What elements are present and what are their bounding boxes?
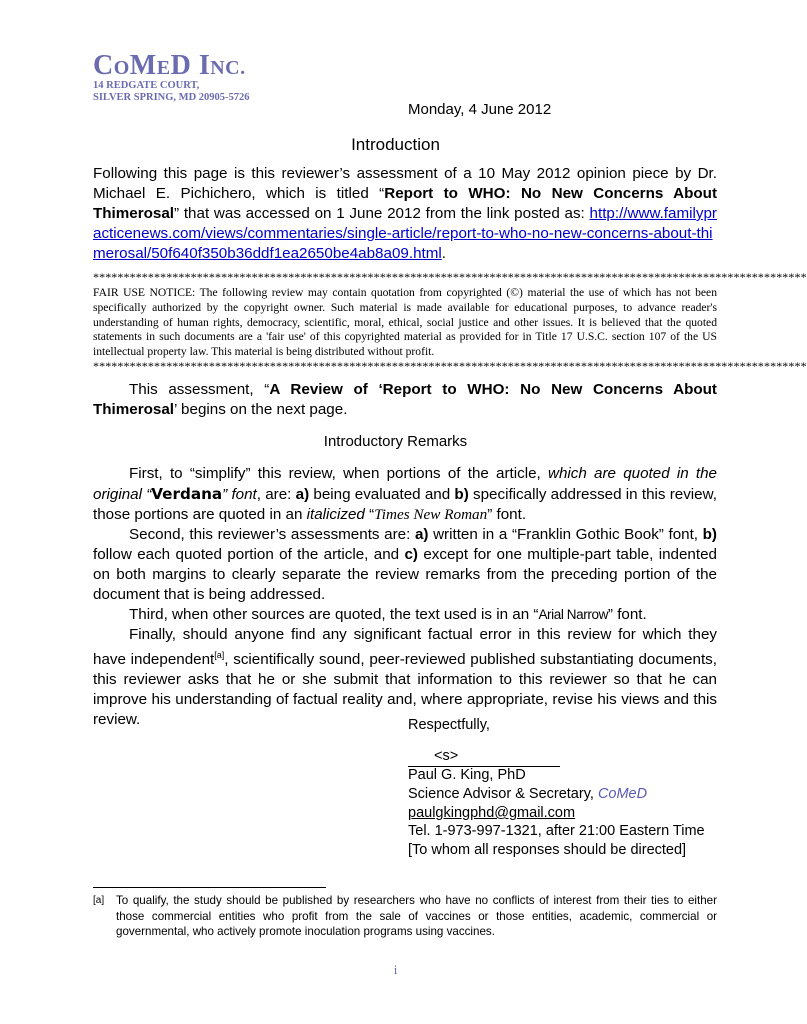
remark-first: First, to “simplify” this review, when portions of the article, which are quoted in the original “Verdana” font, are: a) being evaluated and b) specifically addressed in this review, those portions are quoted in an italicized “Times New Roman” font. (93, 465, 717, 523)
article-title: Report to WHO: No New Concerns About Thimerosal (93, 185, 717, 222)
remark-fourth: Finally, should anyone find any significant factual error in this review for which they have independent[a], scientifically sound, peer-reviewed published substantiating documents, this reviewer asks that he or she submit that information to this reviewer so that he can improve his understanding of factual reality and, where appropriate, revise his views and this review. (93, 626, 717, 729)
divider-bottom: ********************************************************************************************************************* (93, 359, 807, 373)
remark-third: Third, when other sources are quoted, the text used is in an “Arial Narrow” font. (129, 606, 647, 623)
fair-use-notice: FAIR USE NOTICE: The following review may contain quotation from copyrighted (©) material the use of which has not been specifically authorized by the copyright owner. Such material is made available for educational purposes, to advance reader's understanding of human rights, democracy, scientific, moral, ethical, social justice and other issues. It is believed that the quoted statements in such documents are a 'fair use' of this copyrighted material as provided for in Title 17 U.S.C. section 107 of the US intellectual property law. This material is being distributed without profit. (93, 286, 717, 359)
signer-role: Science Advisor & Secretary, CoMeD (408, 786, 648, 802)
footnote (93, 893, 717, 940)
signer-note: [To whom all responses should be directed] (408, 842, 687, 858)
footnote-ref[interactable]: [a] (214, 650, 225, 660)
signer-email[interactable]: paulgkingphd@gmail.com (408, 805, 576, 821)
remark-second: Second, this reviewer’s assessments are: a) written in a “Franklin Gothic Book” font, b) follow each quoted portion of the article, and c) except for one multiple-part table, indented on both margins to clearly separate the review remarks from the preceding portion of the document that is being addressed. (93, 526, 717, 603)
page-number: i (393, 962, 398, 977)
remarks-body (93, 464, 717, 730)
page-title: Introduction (351, 135, 440, 154)
remarks-heading: Introductory Remarks (323, 433, 468, 450)
signer-name: Paul G. King, PhD (408, 767, 526, 783)
footnote-mark: [a] (93, 895, 105, 906)
company-logo: COMED INC. (93, 50, 246, 81)
footnote-rule (93, 887, 326, 888)
review-title: A Review of ‘Report to WHO: No New Concerns About Thimerosal (93, 381, 717, 418)
footnote-text: To qualify, the study should be published by researchers who have no conflicts of interest from their ties to either those commercial entities who profit from the sale of vaccines or those entities, academic, commercial or governmental, who actively promote inoculation programs using vaccines. (116, 894, 717, 938)
assessment-paragraph: This assessment, “A Review of ‘Report to WHO: No New Concerns About Thimerosal’ begins on the next page. (93, 381, 717, 418)
document-date: Monday, 4 June 2012 (408, 101, 552, 118)
intro-paragraph: Following this page is this reviewer’s assessment of a 10 May 2012 opinion piece by Dr. Michael E. Pichichero, which is titled “Report to WHO: No New Concerns About Thimerosal” that was accessed on 1 June 2012 from the link posted as: http://www.familypracticenews.com/views/commentaries/single-article/report-to-who-no-new-concerns-about-thimerosal/50f640f350b36ddf1ea2650be4ab8a09.html. (93, 165, 717, 262)
signer-phone: Tel. 1-973-997-1321, after 21:00 Eastern Time (408, 823, 705, 839)
article-link[interactable]: http://www.familypracticenews.com/views/commentaries/single-article/report-to-who-no-new-concerns-about-thimerosal/50f640f350b36ddf1ea2650be4ab8a09.html (93, 205, 717, 262)
address-line-1: 14 REDGATE COURT, (93, 80, 200, 91)
divider-top: ********************************************************************************************************************* (93, 270, 807, 284)
closing: Respectfully, (408, 717, 490, 733)
signature-line: <s> (408, 747, 560, 767)
address-line-2: SILVER SPRING, MD 20905-5726 (93, 92, 250, 103)
